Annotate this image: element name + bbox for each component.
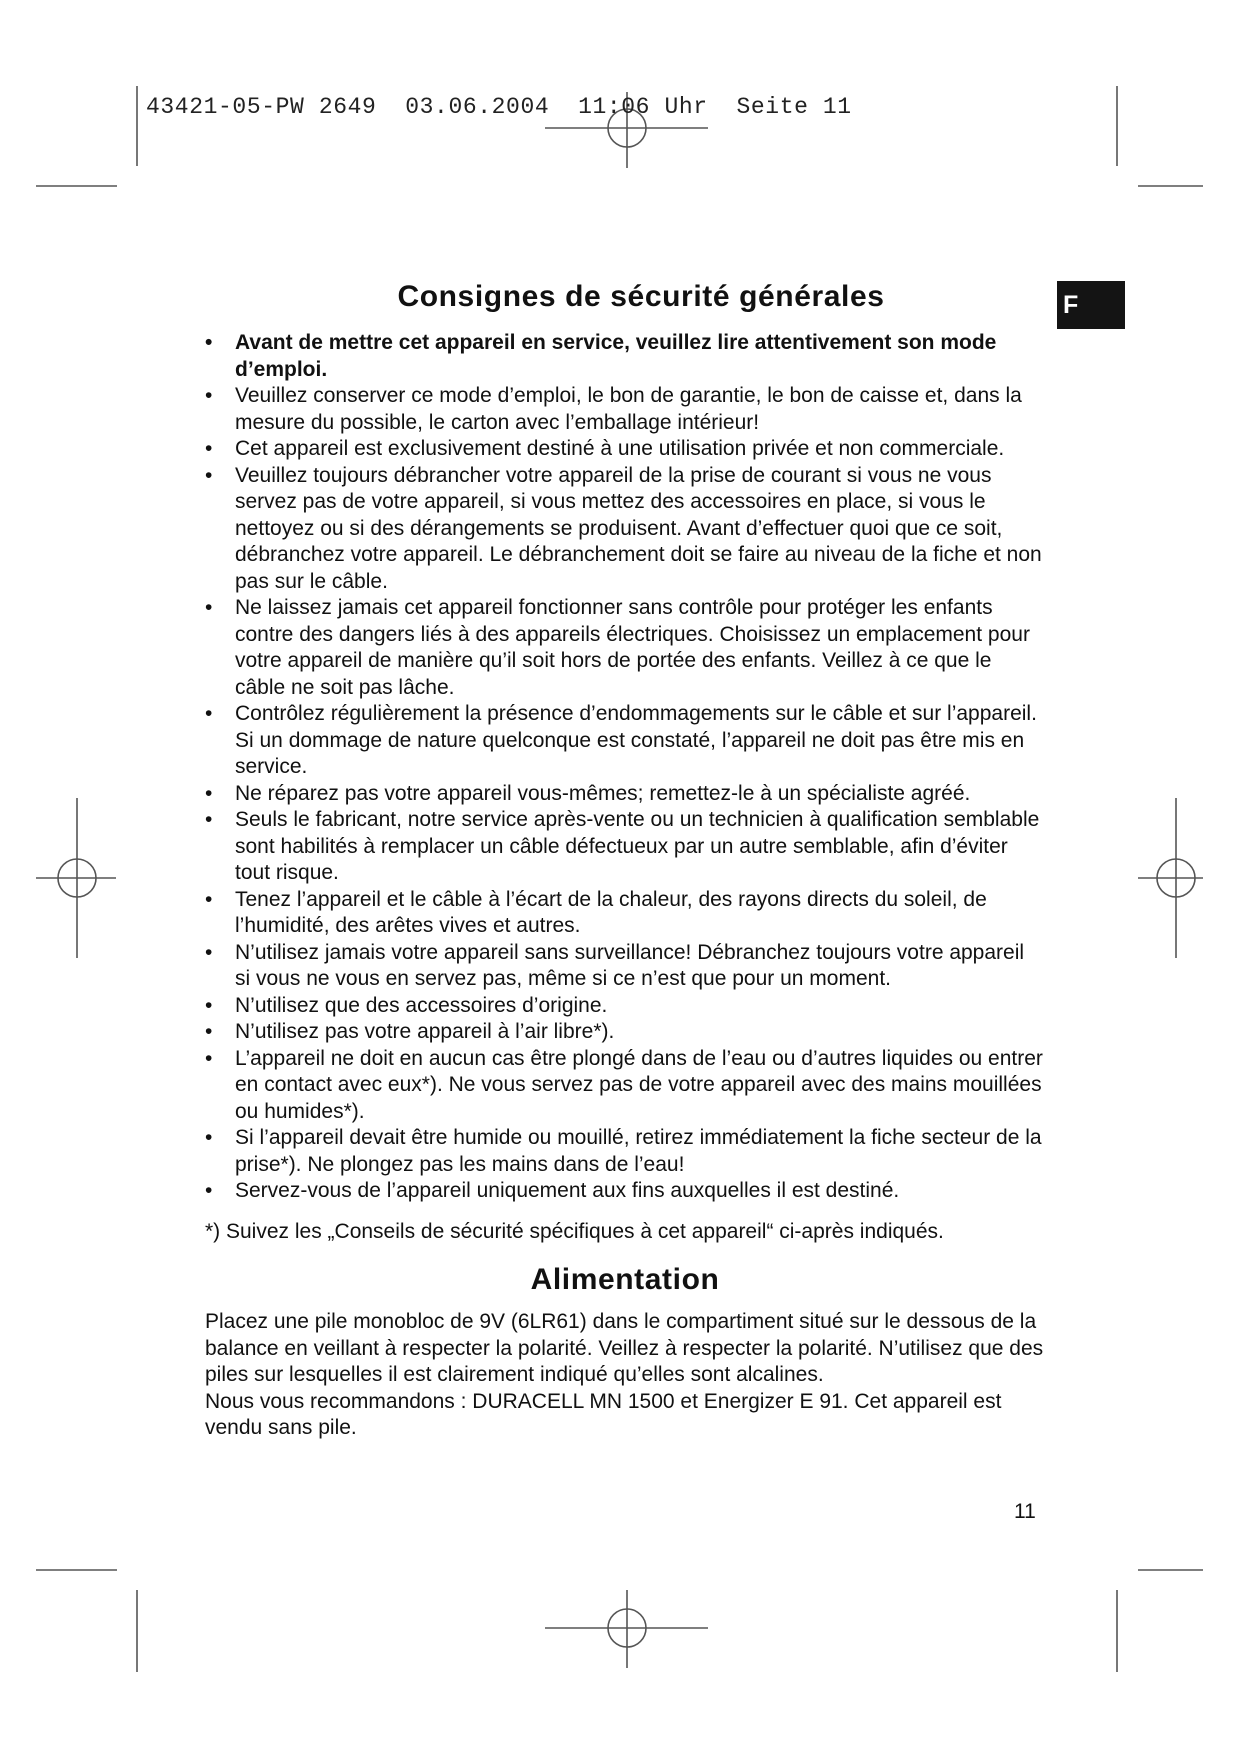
- power-paragraph: Placez une pile monobloc de 9V (6LR61) dans le compartiment situé sur le dessous de la balance en veillant à respecter la polarité. Veillez à respecter la polarité. N’utilisez que des piles sur lesquelles il est clairement indiqué qu’elles sont alcalines.: [205, 1310, 1044, 1386]
- safety-item: • Si l’appareil devait être humide ou mouillé, retirez immédiatement la fiche secteur de la prise*). Ne plongez pas les mains dans de l’eau!: [205, 1125, 1045, 1178]
- safety-item: • Tenez l’appareil et le câble à l’écart de la chaleur, des rayons directs du soleil, de l’humidité, des arêtes vives et autres.: [205, 887, 1045, 940]
- safety-item: • L’appareil ne doit en aucun cas être plongé dans de l’eau ou d’autres liquides ou entrer en contact avec eux*). Ne vous servez pas de votre appareil avec des mains mouillées ou humides*).: [205, 1046, 1045, 1126]
- safety-item: • Ne laissez jamais cet appareil fonctionner sans contrôle pour protéger les enfants contre des dangers liés à des appareils électriques. Choisissez un emplacement pour votre appareil de manière qu’il soit hors de portée des enfants. Veillez à ce que le câble ne soit pas lâche.: [205, 595, 1045, 701]
- safety-item: • N’utilisez que des accessoires d’origine.: [205, 993, 1045, 1020]
- safety-item: • Veuillez conserver ce mode d’emploi, le bon de garantie, le bon de caisse et, dans la mesure du possible, le carton avec l’emballage intérieur!: [205, 383, 1045, 436]
- registration-mark-right: [1138, 798, 1203, 958]
- safety-footnote: *) Suivez les „Conseils de sécurité spécifiques à cet appareil“ ci-après indiqués.: [205, 1219, 944, 1243]
- safety-item: • N’utilisez pas votre appareil à l’air libre*).: [205, 1019, 1045, 1046]
- safety-item: • Ne réparez pas votre appareil vous-mêmes; remettez-le à un spécialiste agréé.: [205, 781, 1045, 808]
- safety-item: • Veuillez toujours débrancher votre appareil de la prise de courant si vous ne vous servez pas de votre appareil, si vous mettez des accessoires en place, si vous le nettoyez ou si des dérangements se produisent. Avant d’effectuer quoi que ce soit, débranchez votre appareil. Le débranchement doit se faire au niveau de la fiche et non pas sur le câble.: [205, 463, 1045, 596]
- language-tab: F: [1057, 281, 1125, 329]
- registration-mark-left: [36, 798, 116, 958]
- safety-item: • Seuls le fabricant, notre service après-vente ou un technicien à qualification semblable sont habilités à remplacer un câble défectueux par un autre semblable, afin d’éviter tout risque.: [205, 807, 1045, 887]
- power-paragraph: Nous vous recommandons : DURACELL MN 1500 et Energizer E 91. Cet appareil est vendu sans pile.: [205, 1389, 1002, 1439]
- safety-list: [205, 330, 1045, 1205]
- page-content: [205, 280, 1045, 1442]
- registration-mark-bottom: [545, 1590, 708, 1668]
- safety-title: Consignes de sécurité générales: [397, 280, 885, 313]
- power-title: Alimentation: [530, 1263, 720, 1296]
- safety-item: • Servez-vous de l’appareil uniquement aux fins auxquelles il est destiné.: [205, 1178, 1045, 1205]
- safety-item: • N’utilisez jamais votre appareil sans surveillance! Débranchez toujours votre appareil si vous ne vous en servez pas, même si ce n’est que pour un moment.: [205, 940, 1045, 993]
- safety-item: • Cet appareil est exclusivement destiné à une utilisation privée et non commerciale.: [205, 436, 1045, 463]
- safety-item: • Contrôlez régulièrement la présence d’endommagements sur le câble et sur l’appareil. Si un dommage de nature quelconque est constaté, l’appareil ne doit pas être mis en service.: [205, 701, 1045, 781]
- print-slug-header: 43421-05-PW 2649 03.06.2004 11:06 Uhr Seite 11: [146, 94, 852, 120]
- page-number: 11: [1014, 1500, 1036, 1523]
- safety-item: • Avant de mettre cet appareil en service, veuillez lire attentivement son mode d’emploi.: [205, 330, 1045, 383]
